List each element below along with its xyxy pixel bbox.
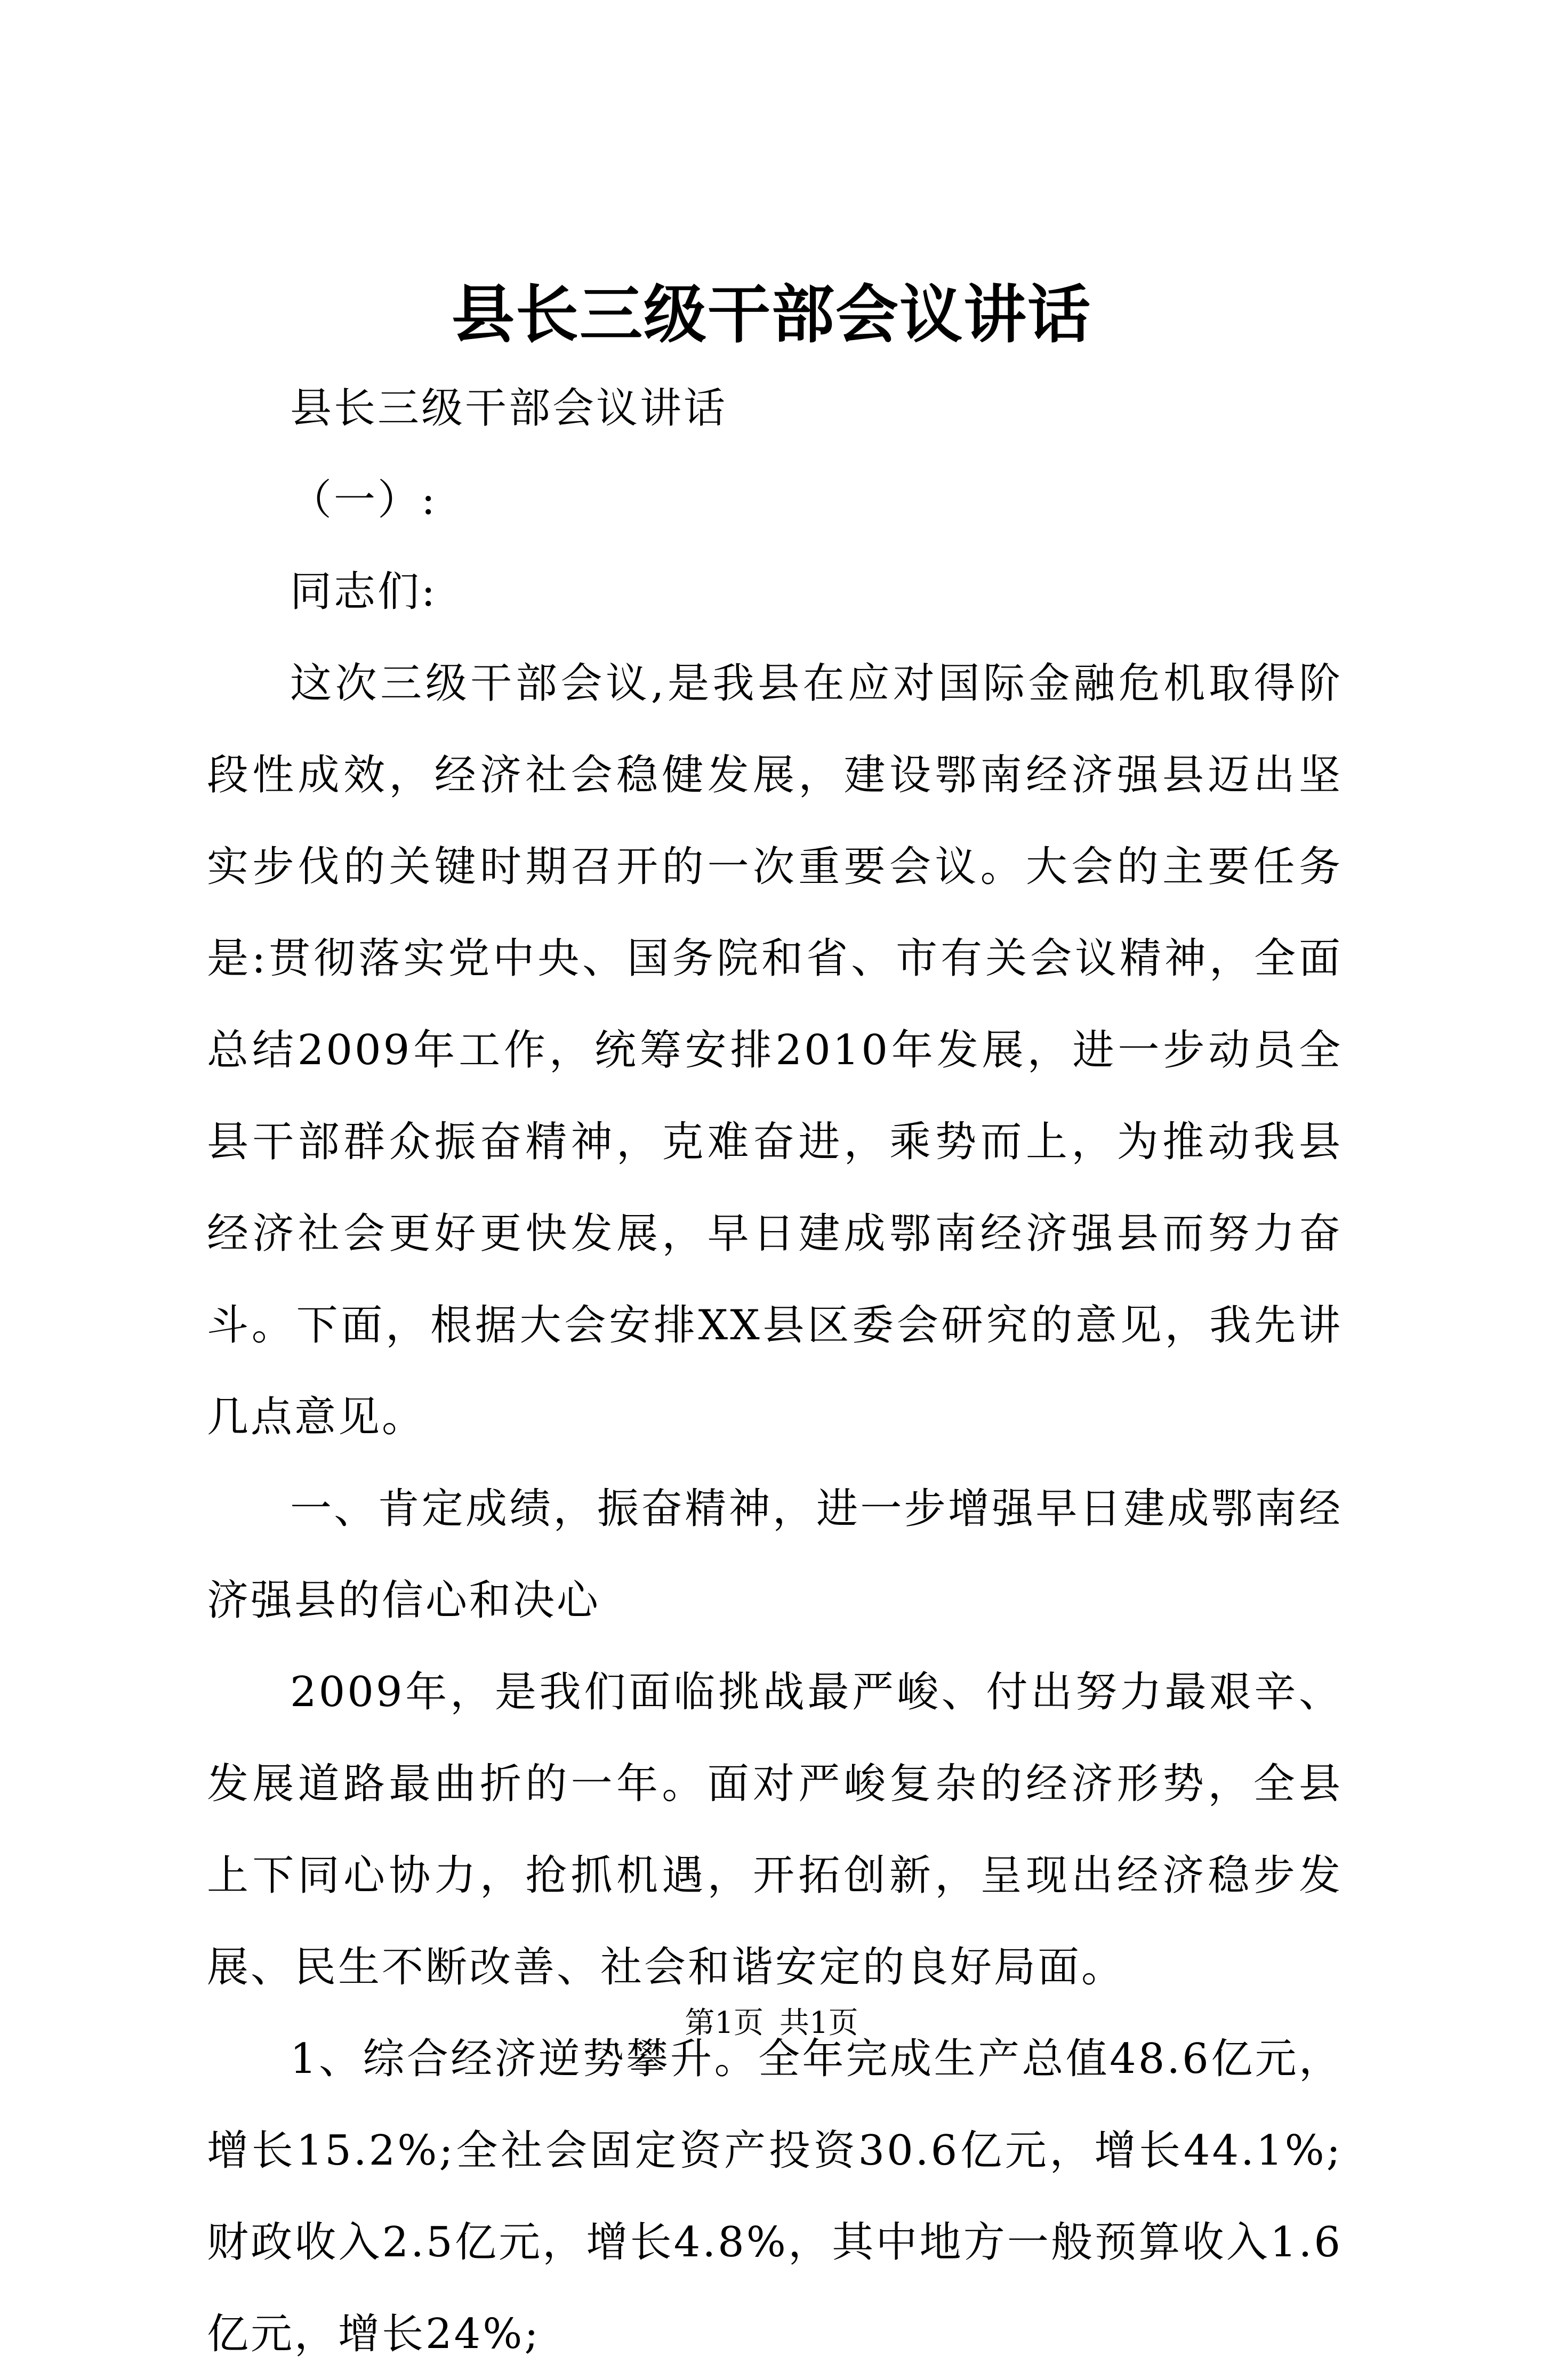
paragraph-salutation: 同志们: — [290, 568, 438, 616]
paragraph-introduction: 这次三级干部会议,是我县在应对国际金融危机取得阶段性成效，经济社会稳健发展，建设鄂南经济强县迈出坚实步伐的关键时期召开的一次重要会议。大会的主要任务是:贯彻落实党中央、国务院和省、市有关会议精神，全面总结2009年工作，统筹安排2010年发展，进一步动员全县干部群众振奋精神，克难奋进，乘势而上，为推动我县经济社会更好更快发展，早日建成鄂南经济强县而努力奋斗。下面，根据大会安排XX县区委会研究的意见，我先讲几点意见。 — [207, 660, 1343, 1441]
page-number-total: 共1页 — [779, 2006, 858, 2040]
page-number-current: 第1页 — [685, 2006, 764, 2040]
paragraph-economy-figures: 1、综合经济逆势攀升。全年完成生产总值48.6亿元，增长15.2%;全社会固定资产投资30.6亿元，增长44.1%;财政收入2.5亿元，增长4.8%，其中地方一般预算收入1.6亿元，增长24%; — [207, 2035, 1343, 2358]
document-title: 县长三级干部会议讲话 — [451, 277, 1091, 351]
paragraph-section-number: （一）: — [290, 476, 438, 524]
page-footer — [0, 2002, 1543, 2045]
paragraph-subtitle: 县长三级干部会议讲话 — [290, 384, 728, 432]
paragraph-heading-one: 一、肯定成绩，振奋精神，进一步增强早日建成鄂南经济强县的信心和决心 — [207, 1485, 1343, 1625]
document-body — [207, 363, 1343, 2380]
paragraph-review-2009: 2009年，是我们面临挑战最严峻、付出努力最艰辛、发展道路最曲折的一年。面对严峻复杂的经济形势，全县上下同心协力，抢抓机遇，开拓创新，呈现出经济稳步发展、民生不断改善、社会和谐安定的良好局面。 — [207, 1668, 1343, 1991]
